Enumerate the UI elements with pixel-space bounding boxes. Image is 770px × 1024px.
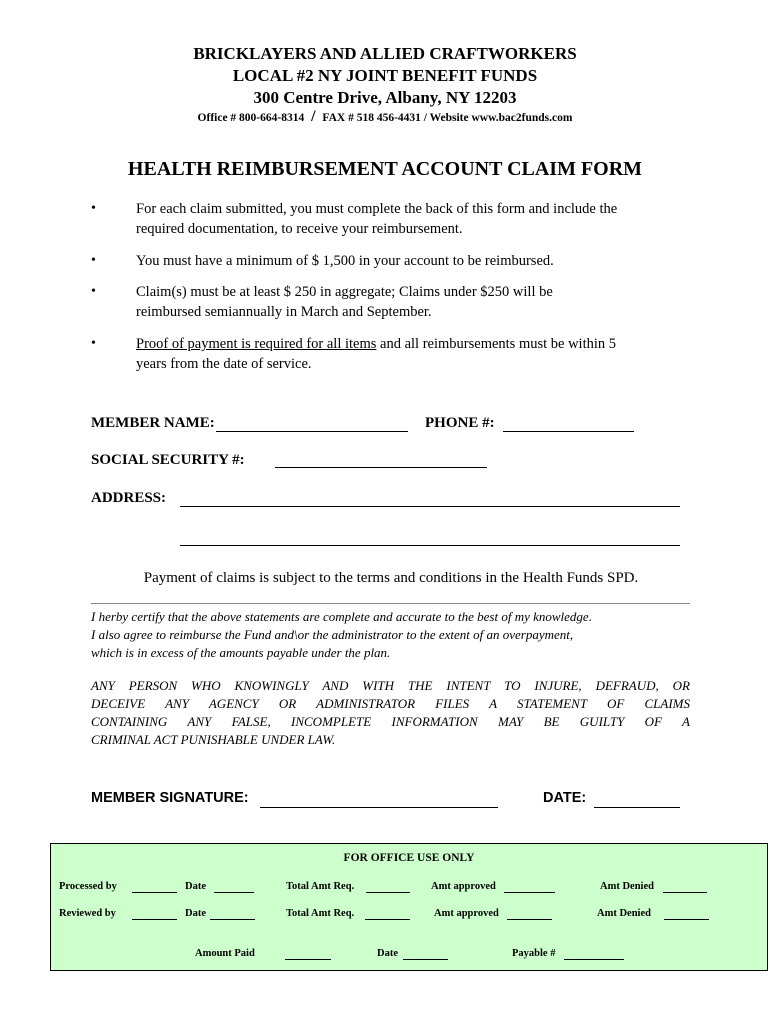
section-divider bbox=[91, 603, 690, 604]
amt-approved-label: Amt approved bbox=[434, 908, 499, 919]
warning-line: CRIMINAL ACT PUNISHABLE UNDER LAW. bbox=[91, 732, 336, 747]
bullet-marker: • bbox=[91, 336, 96, 351]
total-amt-req-label: Total Amt Req. bbox=[286, 908, 355, 919]
amt-approved-field[interactable] bbox=[507, 919, 552, 920]
bullet-item-proof bbox=[136, 334, 696, 374]
fraud-warning bbox=[91, 677, 690, 749]
office-phone: Office # 800-664-8314 bbox=[197, 112, 305, 124]
proof-rest-text: and all reimbursements must be within 5 bbox=[376, 336, 617, 352]
fax-website: FAX # 518 456-4431 / Website www.bac2funds.com bbox=[322, 112, 573, 124]
contact-separator: / bbox=[311, 108, 316, 125]
signature-date-label: DATE: bbox=[543, 790, 587, 806]
office-use-box bbox=[50, 843, 768, 971]
bullet-item-aggregate bbox=[136, 282, 696, 322]
amt-approved-field[interactable] bbox=[504, 892, 555, 893]
ssn-label: SOCIAL SECURITY #: bbox=[91, 452, 245, 468]
ssn-field[interactable] bbox=[275, 467, 487, 468]
reviewed-date-label: Date bbox=[185, 908, 206, 919]
amt-denied-field[interactable] bbox=[663, 892, 707, 893]
org-name-line2: LOCAL #2 NY JOINT BENEFIT FUNDS bbox=[232, 66, 538, 85]
total-amt-req-label: Total Amt Req. bbox=[286, 881, 355, 892]
reviewed-by-label: Reviewed by bbox=[59, 908, 116, 919]
warning-line: DECEIVE ANY AGENCY OR ADMINISTRATOR FILES A STATEMENT OF CLAIMS bbox=[91, 696, 690, 711]
phone-field[interactable] bbox=[503, 431, 634, 432]
payment-terms-note: Payment of claims is subject to the terms and conditions in the Health Funds SPD. bbox=[143, 570, 639, 586]
signature-date-field[interactable] bbox=[594, 807, 680, 808]
bullet-text-line: required documentation, to receive your reimbursement. bbox=[136, 221, 463, 237]
certification-line: I herby certify that the above statements are complete and accurate to the best of my knowledge. bbox=[91, 609, 592, 624]
amount-paid-field[interactable] bbox=[285, 959, 331, 960]
amt-denied-field[interactable] bbox=[664, 919, 709, 920]
bullet-text-line: You must have a minimum of $ 1,500 in your account to be reimbursed. bbox=[136, 253, 554, 269]
paid-date-field[interactable] bbox=[403, 959, 448, 960]
bullet-item-minimum bbox=[136, 251, 696, 271]
bullet-text-line: Claim(s) must be at least $ 250 in aggregate; Claims under $250 will be bbox=[136, 284, 553, 300]
member-signature-label: MEMBER SIGNATURE: bbox=[91, 790, 249, 806]
amount-paid-label: Amount Paid bbox=[195, 948, 255, 959]
bullet-item-documentation bbox=[136, 199, 696, 239]
address-field-line1[interactable] bbox=[180, 506, 680, 507]
certification-text bbox=[91, 608, 701, 662]
bullet-text-line bbox=[136, 334, 696, 354]
processed-by-field[interactable] bbox=[132, 892, 177, 893]
processed-date-field[interactable] bbox=[214, 892, 254, 893]
contact-line bbox=[0, 108, 770, 126]
bullet-marker: • bbox=[91, 201, 96, 216]
certification-line: I also agree to reimburse the Fund and\or the administrator to the extent of an overpayment, bbox=[91, 627, 574, 642]
org-address: 300 Centre Drive, Albany, NY 12203 bbox=[253, 88, 517, 107]
bullet-text-line: For each claim submitted, you must complete the back of this form and include the bbox=[136, 201, 618, 217]
proof-underlined-text: Proof of payment is required for all items bbox=[136, 336, 377, 352]
certification-line: which is in excess of the amounts payable under the plan. bbox=[91, 645, 391, 660]
member-signature-field[interactable] bbox=[260, 807, 498, 808]
address-field-line2[interactable] bbox=[180, 545, 680, 546]
warning-line: ANY PERSON WHO KNOWINGLY AND WITH THE INTENT TO INJURE, DEFRAUD, OR bbox=[91, 678, 690, 693]
address-label: ADDRESS: bbox=[91, 490, 167, 506]
amt-denied-label: Amt Denied bbox=[600, 881, 654, 892]
paid-date-label: Date bbox=[377, 948, 398, 959]
phone-label: PHONE #: bbox=[425, 415, 495, 431]
reviewed-by-field[interactable] bbox=[132, 919, 177, 920]
office-use-title: FOR OFFICE USE ONLY bbox=[343, 852, 475, 864]
org-name-line1: BRICKLAYERS AND ALLIED CRAFTWORKERS bbox=[193, 44, 577, 63]
form-title: HEALTH REIMBURSEMENT ACCOUNT CLAIM FORM bbox=[127, 158, 643, 180]
warning-line: CONTAINING ANY FALSE, INCOMPLETE INFORMATION MAY BE GUILTY OF A bbox=[91, 714, 690, 729]
reviewed-date-field[interactable] bbox=[210, 919, 255, 920]
amt-denied-label: Amt Denied bbox=[597, 908, 651, 919]
member-name-field[interactable] bbox=[216, 431, 408, 432]
processed-date-label: Date bbox=[185, 881, 206, 892]
bullet-marker: • bbox=[91, 284, 96, 299]
amt-approved-label: Amt approved bbox=[431, 881, 496, 892]
total-amt-req-field[interactable] bbox=[365, 919, 410, 920]
total-amt-req-field[interactable] bbox=[366, 892, 410, 893]
bullet-text-line: years from the date of service. bbox=[136, 356, 312, 372]
processed-by-label: Processed by bbox=[59, 881, 117, 892]
payable-field[interactable] bbox=[564, 959, 624, 960]
bullet-text-line: reimbursed semiannually in March and September. bbox=[136, 304, 432, 320]
bullet-marker: • bbox=[91, 253, 96, 268]
payable-label: Payable # bbox=[512, 948, 556, 959]
member-name-label: MEMBER NAME: bbox=[91, 415, 215, 431]
